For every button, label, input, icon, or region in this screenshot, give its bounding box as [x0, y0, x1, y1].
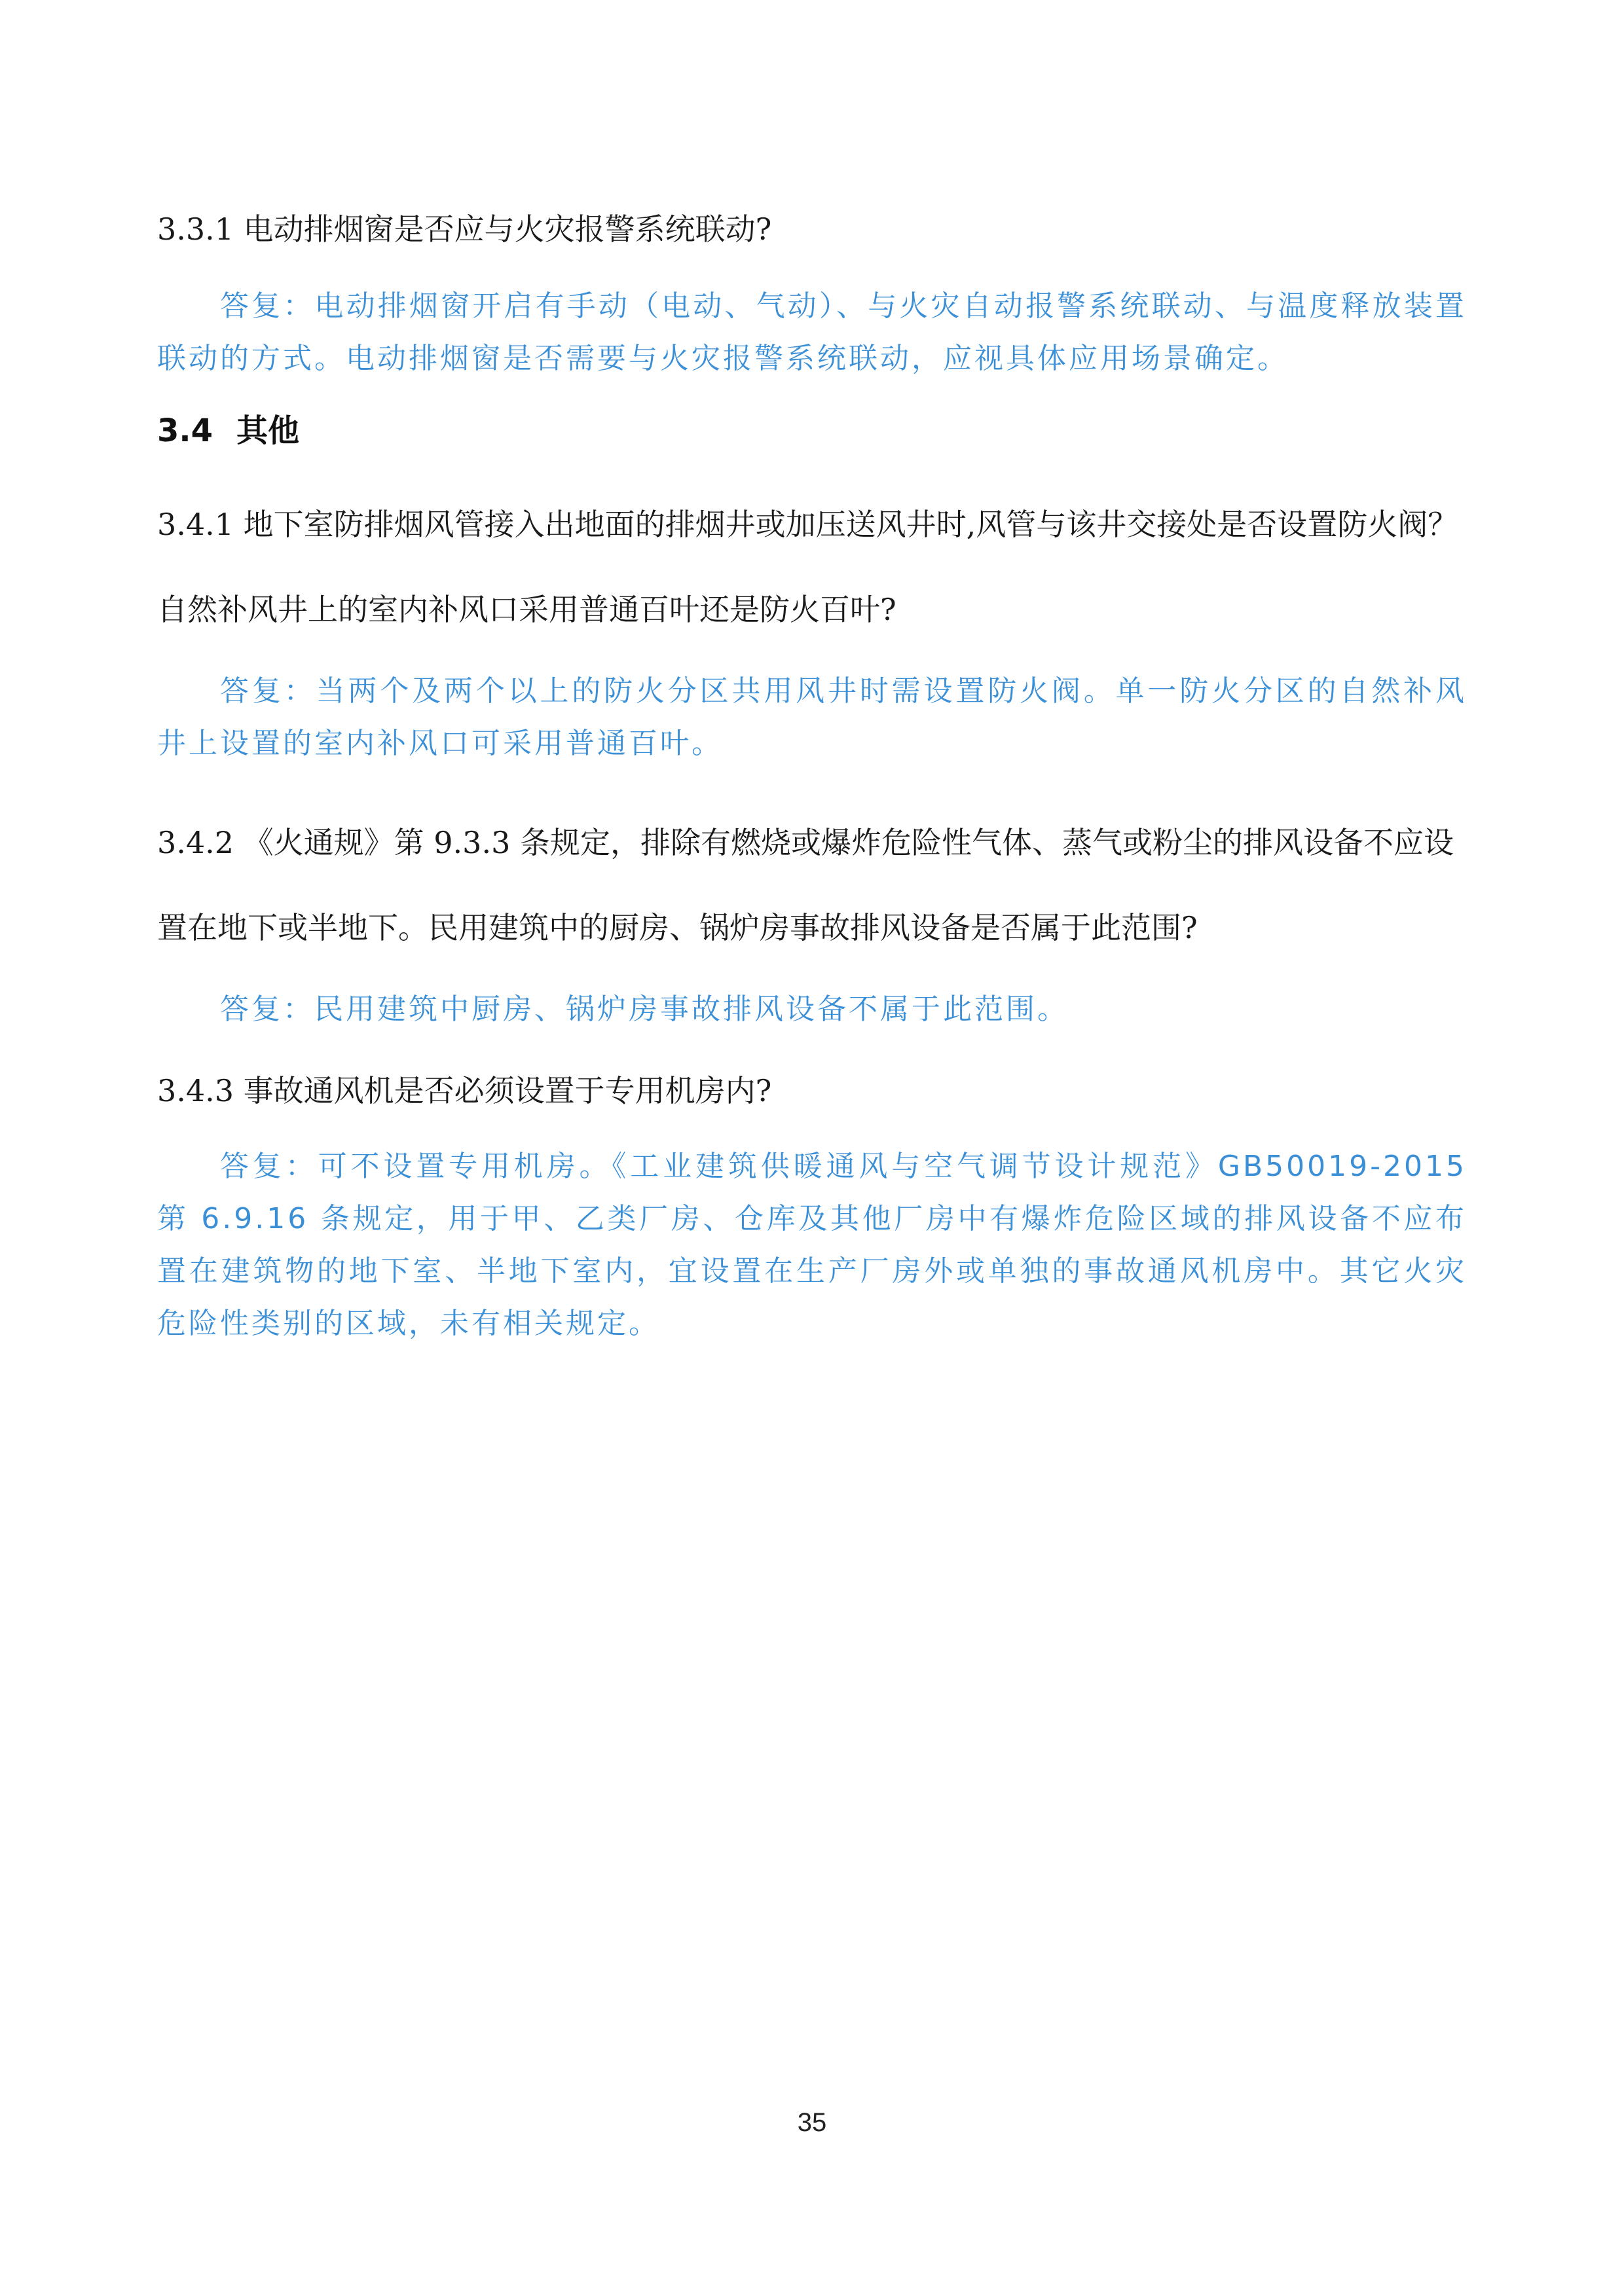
section-heading-3-4	[157, 411, 1467, 450]
question-3-3-1: 3.3.1 电动排烟窗是否应与火灾报警系统联动?	[157, 211, 772, 247]
question-3-4-1: 3.4.1 地下室防排烟风管接入出地面的排烟井或加压送风井时,风管与该井交接处是否设置防火阀？自然补风井上的室内补风口采用普通百叶还是防火百叶?	[157, 507, 1458, 627]
answer-3-3-1: 答复：电动排烟窗开启有手动（电动、气动）、与火灾自动报警系统联动、与温度释放装置联动的方式。电动排烟窗是否需要与火灾报警系统联动，应视具体应用场景确定。	[157, 289, 1467, 375]
answer-3-4-1: 答复：当两个及两个以上的防火分区共用风井时需设置防火阀。单一防火分区的自然补风井上设置的室内补风口可采用普通百叶。	[157, 674, 1467, 760]
question-3-4-3: 3.4.3 事故通风机是否必须设置于专用机房内?	[157, 1073, 772, 1108]
answer-3-4-2: 答复：民用建筑中厨房、锅炉房事故排风设备不属于此范围。	[220, 993, 1069, 1026]
section-title: 其他	[236, 412, 300, 449]
question-3-4-2: 3.4.2 《火通规》第 9.3.3 条规定，排除有燃烧或爆炸危险性气体、蒸气或粉尘的排风设备不应设置在地下或半地下。民用建筑中的厨房、锅炉房事故排风设备是否属于此范围?	[157, 825, 1454, 945]
page-content	[157, 210, 1467, 1350]
page-number: 35	[797, 2108, 827, 2137]
answer-3-4-3: 答复：可不设置专用机房。《工业建筑供暖通风与空气调节设计规范》GB50019-2015 第 6.9.16 条规定，用于甲、乙类厂房、仓库及其他厂房中有爆炸危险区域的排风设备不应布置在建筑物的地下室、半地下室内，宜设置在生产厂房外或单独的事故通风机房中。其它火灾危险性类别的区域，未有相关规定。	[157, 1150, 1467, 1340]
section-number: 3.4	[157, 412, 213, 449]
